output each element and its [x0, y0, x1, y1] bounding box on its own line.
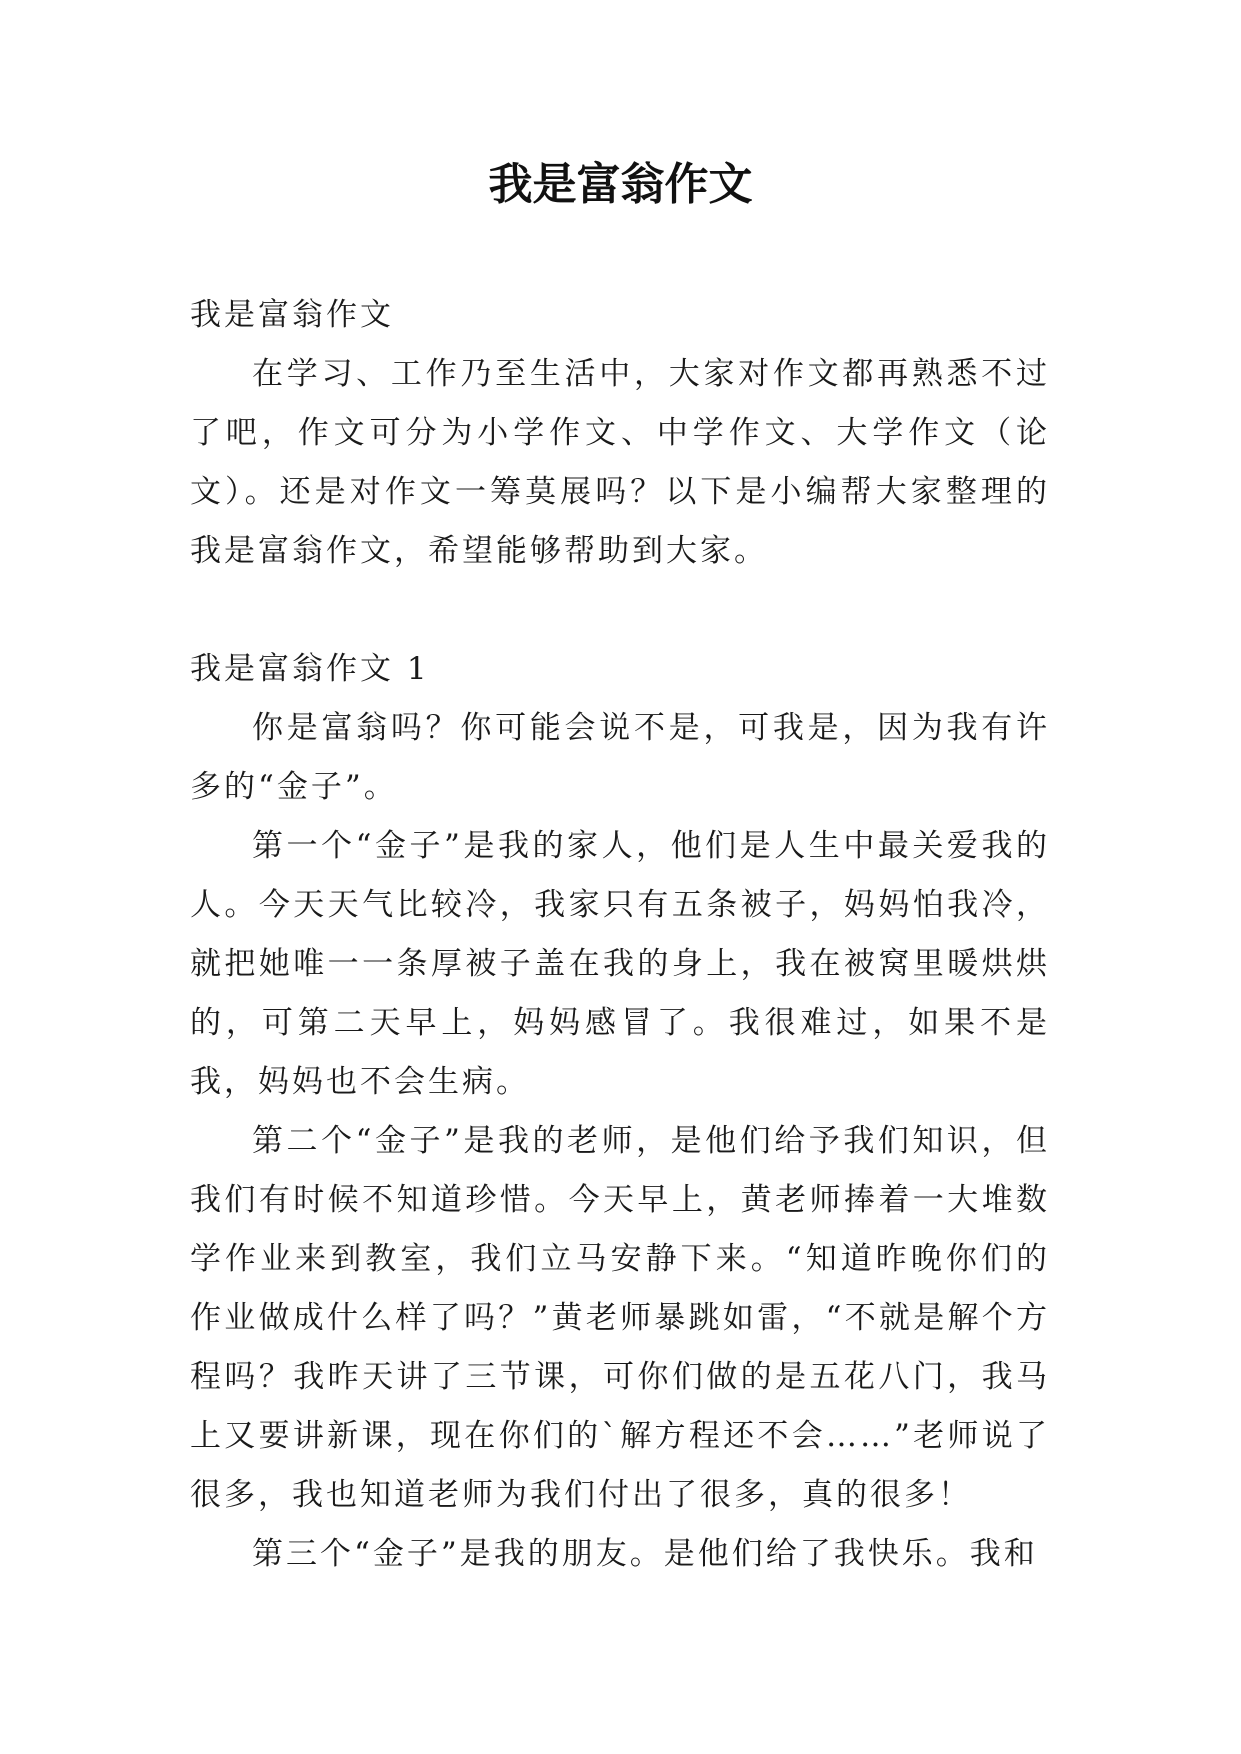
- body-paragraph: 第三个“金子”是我的朋友。是他们给了我快乐。我和: [252, 1536, 1038, 1572]
- intro-heading: 我是富翁作文: [190, 297, 394, 333]
- intro-paragraph: 在学习、工作乃至生活中，大家对作文都再熟悉不过了吧，作文可分为小学作文、中学作文、大学作文（论文）。还是对作文一筹莫展吗？以下是小编帮大家整理的我是富翁作文，希望能够帮助到大家。: [190, 356, 1050, 569]
- body-paragraph: 第二个“金子”是我的老师，是他们给予我们知识，但我们有时候不知道珍惜。今天早上，黄老师捧着一大堆数学作业来到教室，我们立马安静下来。“知道昨晚你们的作业做成什么样了吗？”黄老师暴跳如雷，“不就是解个方程吗？我昨天讲了三节课，可你们做的是五花八门，我马上又要讲新课，现在你们的`解方程还不会……”老师说了很多，我也知道老师为我们付出了很多，真的很多！: [190, 1123, 1050, 1513]
- body-paragraph: 第一个“金子”是我的家人，他们是人生中最关爱我的人。今天天气比较冷，我家只有五条被子，妈妈怕我冷，就把她唯一一条厚被子盖在我的身上，我在被窝里暖烘烘的，可第二天早上，妈妈感冒了。我很难过，如果不是我，妈妈也不会生病。: [190, 828, 1050, 1100]
- body-paragraph: 你是富翁吗？你可能会说不是，可我是，因为我有许多的“金子”。: [190, 710, 1050, 805]
- document-body: [190, 286, 1050, 1584]
- document-title: 我是富翁作文: [488, 159, 753, 210]
- section-heading: 我是富翁作文 1: [190, 651, 430, 687]
